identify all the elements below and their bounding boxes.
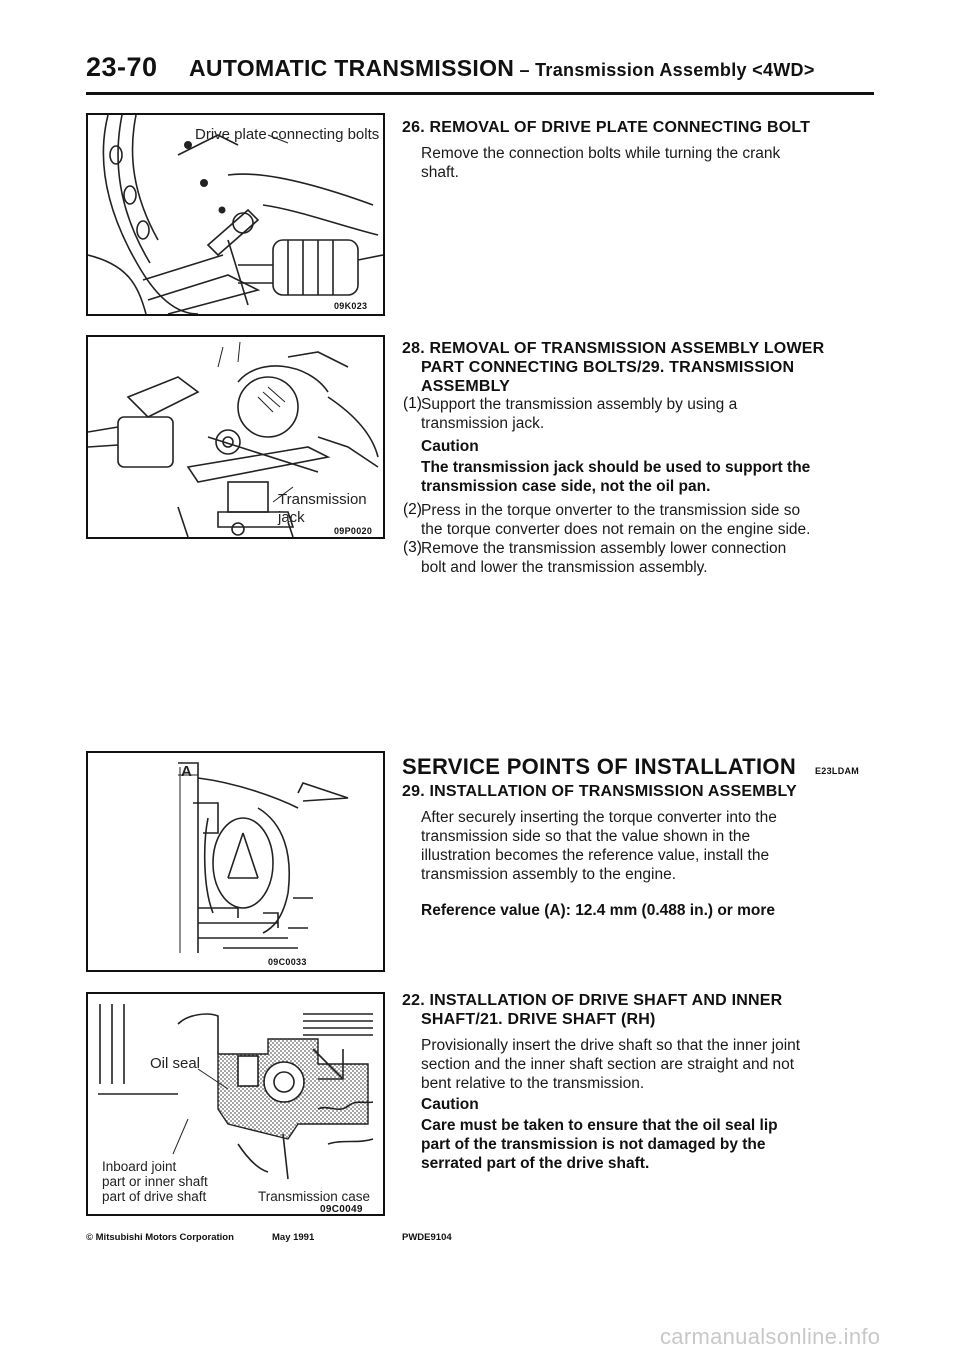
figure-transmission-jack — [86, 335, 385, 539]
item-number: (2) — [403, 501, 422, 518]
header-title — [189, 55, 815, 82]
header-section: AUTOMATIC TRANSMISSION — [189, 55, 515, 81]
label-transmission-case: Transmission case — [258, 1189, 371, 1204]
reference-value-illustration — [88, 753, 383, 970]
figure-drive-shaft-oil-seal — [86, 992, 385, 1216]
label-dimension-a: A — [181, 763, 192, 780]
drive-plate-illustration — [88, 115, 383, 314]
figure-code: 09P0020 — [334, 526, 373, 536]
step-29-heading: 29. INSTALLATION OF TRANSMISSION ASSEMBLY — [402, 783, 797, 800]
figure-drive-plate-bolts — [86, 113, 385, 316]
step-22-body: Provisionally insert the drive shaft so that the inner joint section and the inner shaft section are straight and not bent relative to the transmission. — [421, 1037, 801, 1092]
footer-date: May 1991 — [272, 1232, 315, 1243]
figure-code: 09C0033 — [268, 957, 307, 967]
step-28-caution-body: The transmission jack should be used to support the transmission case side, not the oil pan. — [421, 459, 811, 495]
watermark: carmanualsonline.info — [660, 1324, 881, 1349]
header-subsection: Transmission Assembly <4WD> — [535, 60, 815, 80]
step-26-heading: 26. REMOVAL OF DRIVE PLATE CONNECTING BOLT — [402, 119, 811, 136]
figure-code: 09C0049 — [320, 1204, 363, 1215]
page-number: 23-70 — [86, 52, 158, 82]
item-number: (1) — [403, 395, 422, 412]
service-points-title: SERVICE POINTS OF INSTALLATION — [402, 754, 797, 779]
figure-code: 09K023 — [334, 301, 368, 311]
label-inboard-joint: Inboard joint part or inner shaft part of drive shaft — [102, 1159, 208, 1204]
header-dash: – — [514, 60, 536, 80]
step-28-caution-title: Caution — [421, 438, 479, 455]
footer-copyright: © Mitsubishi Motors Corporation — [86, 1232, 234, 1243]
label-oil-seal: Oil seal — [150, 1055, 201, 1072]
step-29-body: After securely inserting the torque converter into the transmission side so that the value shown in the illustration becomes the reference value, install the transmission assembly to the engine. — [421, 809, 777, 883]
step-28-item-3: Remove the transmission assembly lower connection bolt and lower the transmission assembly. — [421, 540, 787, 576]
service-points-code: E23LDAM — [815, 766, 860, 776]
label-transmission-jack: Transmission jack — [278, 491, 367, 526]
step-22-caution-title: Caution — [421, 1096, 479, 1113]
header-rule — [86, 92, 874, 95]
page-header — [86, 52, 874, 92]
step-22-heading: 22. INSTALLATION OF DRIVE SHAFT AND INNER SHAFT/21. DRIVE SHAFT (RH) — [402, 992, 783, 1028]
reference-value: Reference value (A): 12.4 mm (0.488 in.) or more — [421, 902, 776, 919]
footer-code: PWDE9104 — [402, 1232, 452, 1243]
step-22-caution-body: Care must be taken to ensure that the oil seal lip part of the transmission is not damaged by the serrated part of the drive shaft. — [421, 1117, 778, 1172]
label-drive-plate-connecting-bolts: Drive plate connecting bolts — [195, 126, 380, 143]
step-28-item-1: Support the transmission assembly by using a transmission jack. — [421, 396, 738, 432]
step-26-body: Remove the connection bolts while turning the crank shaft. — [421, 145, 781, 181]
step-28-heading: 28. REMOVAL OF TRANSMISSION ASSEMBLY LOWER PART CONNECTING BOLTS/29. TRANSMISSION ASSEMBLY — [402, 340, 825, 395]
step-28-item-2: Press in the torque onverter to the transmission side so the torque converter does not remain on the engine side. — [421, 502, 811, 538]
item-number: (3) — [403, 539, 422, 556]
figure-reference-value — [86, 751, 385, 972]
